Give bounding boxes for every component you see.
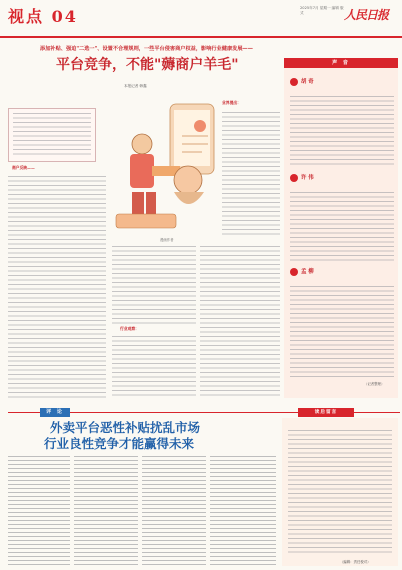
commentary-column-3 [142,456,206,566]
story-headline: 平台竞争，不能"薅商户羊毛" [56,57,239,73]
lead-summary-text [13,113,91,157]
reader-quote-author: （编辑：责任校对） [340,560,371,564]
sidebar-footnote: （记者整理） [364,382,385,386]
reader-quote-text [288,430,392,556]
voice-3-name: 孟 柳 [301,269,314,275]
sidebar-title: 声 音 [332,60,350,66]
story-byline: 本报记者 韩鑫 [124,84,147,88]
voice-3-text [290,286,394,378]
story-kicker: 添加补贴、强迫"二选一"、设置不合理规则，一些平台侵害商户权益，影响行业健康发展—— [40,46,253,52]
commentary-column-1 [8,456,70,566]
reader-quote-tag: 读后留言 [298,408,354,417]
voice-2-text [290,192,394,262]
story-column-2-top [112,246,196,324]
voice-3-badge-icon [290,268,298,276]
commentary-tag: 评 论 [40,408,70,417]
voice-2-badge-icon [290,174,298,182]
voice-2-name: 许 伟 [301,175,314,181]
subhead-industry: 行业观察： [120,326,139,331]
voice-1-text [290,96,394,166]
story-column-3-top [222,112,280,236]
commentary-column-2 [74,456,138,566]
commentary-column-4 [210,456,276,566]
cartoon-illustration [112,96,218,236]
story-column-1 [8,176,106,398]
newspaper-logo: 人民日报 [344,8,389,22]
voice-1-name: 胡 奇 [301,79,314,85]
masthead-date-line: 2025年7月 星期一 编辑 版式 [300,6,344,15]
illustration-credit: 漫画作者 [160,238,174,242]
story-column-2-bottom [112,336,196,398]
subhead-industry-views: 业界提出： [222,100,241,105]
commentary-headline-1: 外卖平台恶性补贴扰乱市场 [50,420,201,435]
voice-1-badge-icon [290,78,298,86]
commentary-headline-2: 行业良性竞争才能赢得未来 [44,436,195,451]
lead-summary-box [8,108,96,162]
story-column-3-bottom [200,246,280,398]
subhead-merchants: 商户反映—— [12,165,35,170]
section-title: 视点 04 [8,7,78,26]
